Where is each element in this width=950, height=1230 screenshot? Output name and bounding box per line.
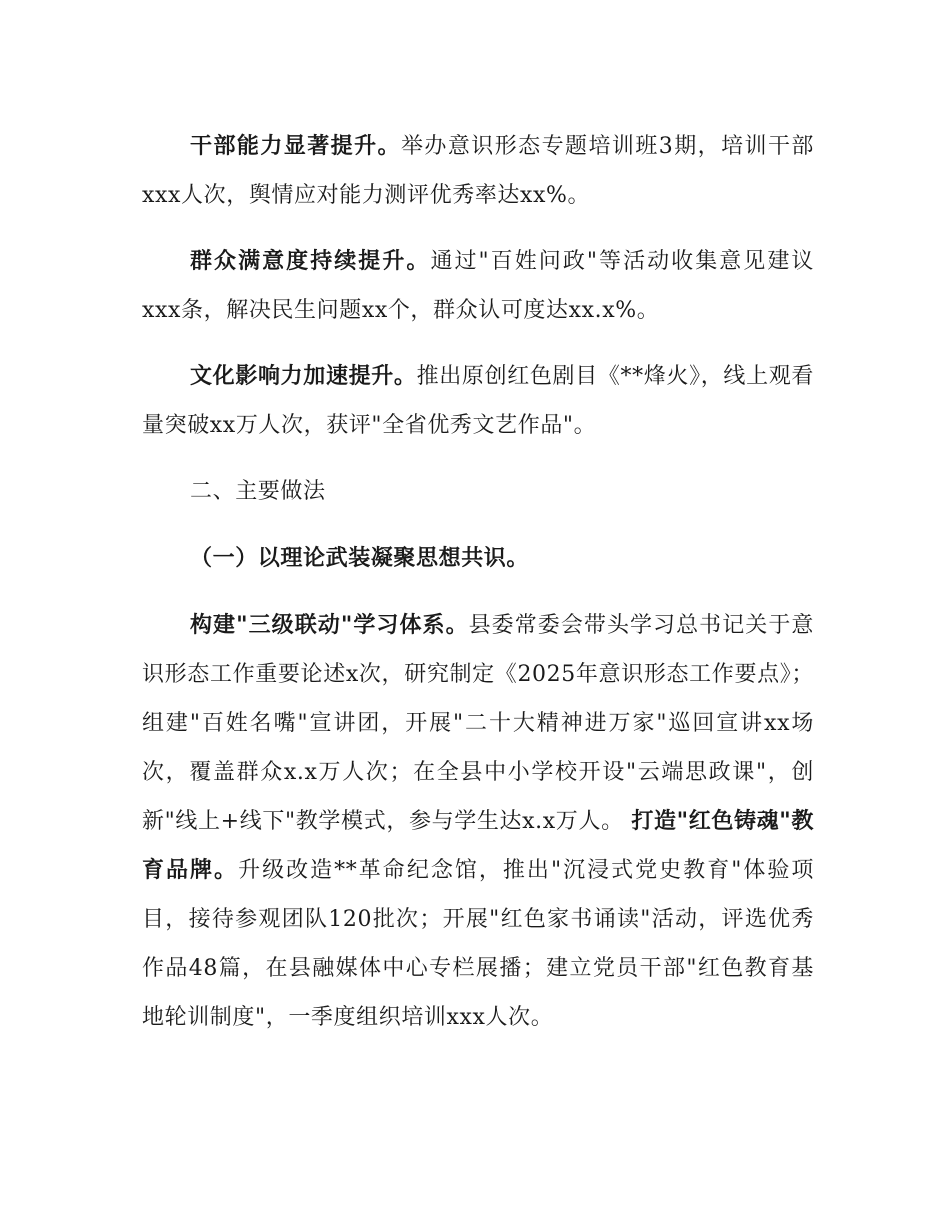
paragraph-body: 升级改造**革命纪念馆，推出"沉浸式党史教育"体验项目，接待参观团队120批次；开展"红色家书诵读"活动，评选优秀作品48篇，在县融媒体中心专栏展播；建立党员干部"红色教育基地轮训制度"，一季度组织培训xxx人次。 — [142, 858, 815, 1030]
section-heading: 二、主要做法 — [190, 479, 326, 504]
paragraph-body: 县委常委会带头学习总书记关于意识形态工作重要论述x次，研究制定《2025年意识形态工作要点》；组建"百姓名嘴"宣讲团，开展"二十大精神进万家"巡回宣讲xx场次，覆盖群众x.x万人次；在全县中小学校开设"云端思政课"，创新"线上+线下"教学模式，参与学生达x.x万人。 — [142, 613, 814, 834]
subsection-heading: （一）以理论武装凝聚思想共识。 — [190, 546, 530, 571]
paragraph-lead: 文化影响力加速提升。 — [190, 364, 417, 389]
paragraph-public-satisfaction — [142, 237, 814, 335]
paragraph-main-practices — [142, 601, 814, 1042]
paragraph-lead: 打造"红色铸魂"教育品牌。 — [142, 809, 815, 883]
paragraph-cadre-ability — [142, 122, 814, 220]
paragraph-body: 通过"百姓问政"等活动收集意见建议xxx条，解决民生问题xx个，群众认可度达xx.x%。 — [142, 249, 814, 323]
paragraph-lead: 干部能力显著提升。 — [190, 134, 401, 159]
paragraph-lead: 群众满意度持续提升。 — [190, 249, 431, 274]
paragraph-body: 推出原创红色剧目《**烽火》，线上观看量突破xx万人次，获评"全省优秀文艺作品"。 — [142, 364, 814, 438]
paragraph-body: 举办意识形态专题培训班3期，培训干部xxx人次，舆情应对能力测评优秀率达xx%。 — [142, 134, 814, 208]
paragraph-cultural-influence — [142, 352, 814, 450]
paragraph-lead: 构建"三级联动"学习体系。 — [190, 613, 469, 638]
document-body — [142, 122, 814, 1059]
